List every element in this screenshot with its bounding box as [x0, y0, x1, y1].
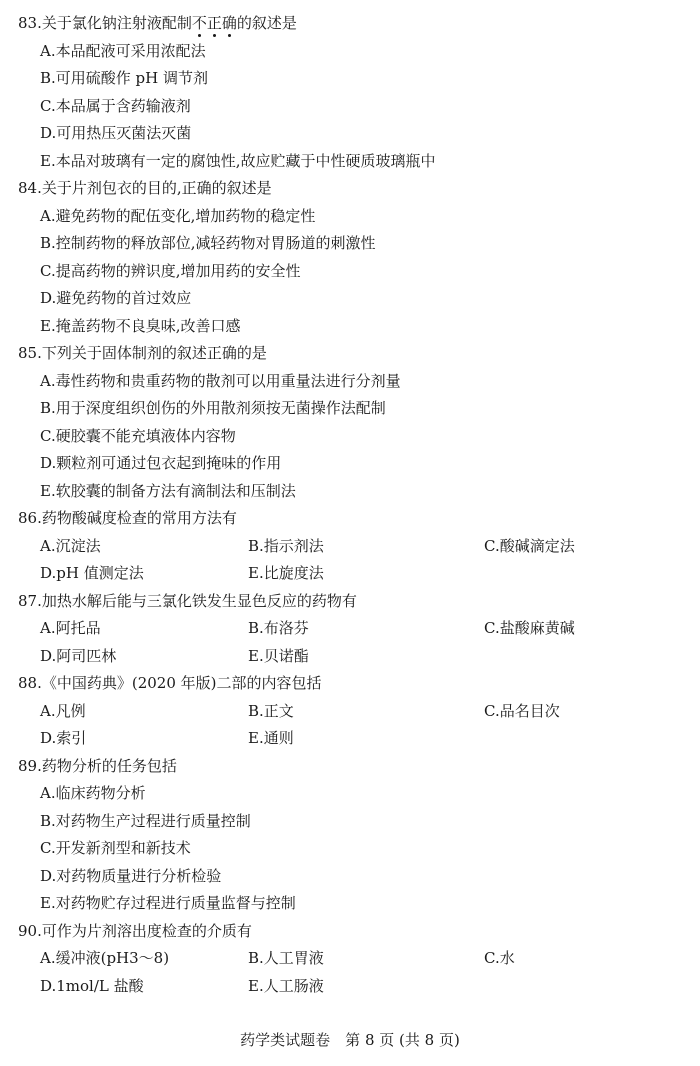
option-c: C.硬胶囊不能充填液体内容物	[40, 427, 236, 445]
question-stem: 87.加热水解后能与三氯化铁发生显色反应的药物有	[18, 592, 357, 610]
option-d: D.避免药物的首过效应	[40, 289, 192, 307]
option-c: C.水	[484, 949, 515, 967]
option-b: B.人工胃液	[248, 949, 324, 967]
option-a: A.沉淀法	[40, 537, 101, 555]
option-d: D.可用热压灭菌法灭菌	[40, 124, 192, 142]
option-e: E.本品对玻璃有一定的腐蚀性,故应贮藏于中性硬质玻璃瓶中	[40, 152, 436, 170]
option-b: B.可用硫酸作 pH 调节剂	[40, 69, 209, 87]
question-stem: 86.药物酸碱度检查的常用方法有	[18, 509, 237, 527]
question-stem: 88.《中国药典》(2020 年版)二部的内容包括	[18, 674, 322, 692]
option-c: C.盐酸麻黄碱	[484, 619, 575, 637]
option-a: A.阿托品	[40, 619, 101, 637]
option-a: A.避免药物的配伍变化,增加药物的稳定性	[40, 207, 316, 225]
option-e: E.软胶囊的制备方法有滴制法和压制法	[40, 482, 296, 500]
option-d: D.1mol/L 盐酸	[40, 977, 144, 995]
question-stem: 89.药物分析的任务包括	[18, 757, 177, 775]
emphasis-char: 不	[191, 14, 207, 32]
option-b: B.用于深度组织创伤的外用散剂须按无菌操作法配制	[40, 399, 386, 417]
stem-suffix: 的叙述是	[236, 14, 297, 32]
option-b: B.布洛芬	[248, 619, 309, 637]
option-d: D.pH 值测定法	[40, 564, 144, 582]
option-e: E.贝诺酯	[248, 647, 309, 665]
emphasis-char: 确	[221, 14, 237, 32]
option-c: C.开发新剂型和新技术	[40, 839, 191, 857]
option-b: B.指示剂法	[248, 537, 324, 555]
option-c: C.酸碱滴定法	[484, 537, 575, 555]
option-b: B.正文	[248, 702, 294, 720]
option-c: C.提高药物的辨识度,增加用药的安全性	[40, 262, 301, 280]
option-e: E.通则	[248, 729, 294, 747]
option-a: A.本品配液可采用浓配法	[40, 42, 206, 60]
option-e: E.对药物贮存过程进行质量监督与控制	[40, 894, 296, 912]
page-footer: 药学类试题卷 第 8 页 (共 8 页)	[240, 1031, 460, 1049]
option-a: A.临床药物分析	[40, 784, 146, 802]
option-e: E.人工肠液	[248, 977, 324, 995]
option-a: A.毒性药物和贵重药物的散剂可以用重量法进行分剂量	[40, 372, 401, 390]
option-d: D.阿司匹林	[40, 647, 117, 665]
option-d: D.索引	[40, 729, 87, 747]
option-e: E.掩盖药物不良臭味,改善口感	[40, 317, 241, 335]
question-stem: 85.下列关于固体制剂的叙述正确的是	[18, 344, 267, 362]
question-stem: 84.关于片剂包衣的目的,正确的叙述是	[18, 179, 272, 197]
option-e: E.比旋度法	[248, 564, 324, 582]
stem-prefix: 83.关于氯化钠注射液配制	[18, 14, 192, 32]
question-stem	[18, 13, 297, 33]
option-a: A.缓冲液(pH3～8)	[40, 949, 170, 967]
option-c: C.品名目次	[484, 702, 560, 720]
option-c: C.本品属于含药输液剂	[40, 97, 191, 115]
option-d: D.对药物质量进行分析检验	[40, 867, 222, 885]
question-stem: 90.可作为片剂溶出度检查的介质有	[18, 922, 252, 940]
option-a: A.凡例	[40, 702, 86, 720]
option-b: B.对药物生产过程进行质量控制	[40, 812, 251, 830]
option-d: D.颗粒剂可通过包衣起到掩味的作用	[40, 454, 282, 472]
option-b: B.控制药物的释放部位,减轻药物对胃肠道的刺激性	[40, 234, 376, 252]
emphasis-char: 正	[206, 14, 222, 32]
